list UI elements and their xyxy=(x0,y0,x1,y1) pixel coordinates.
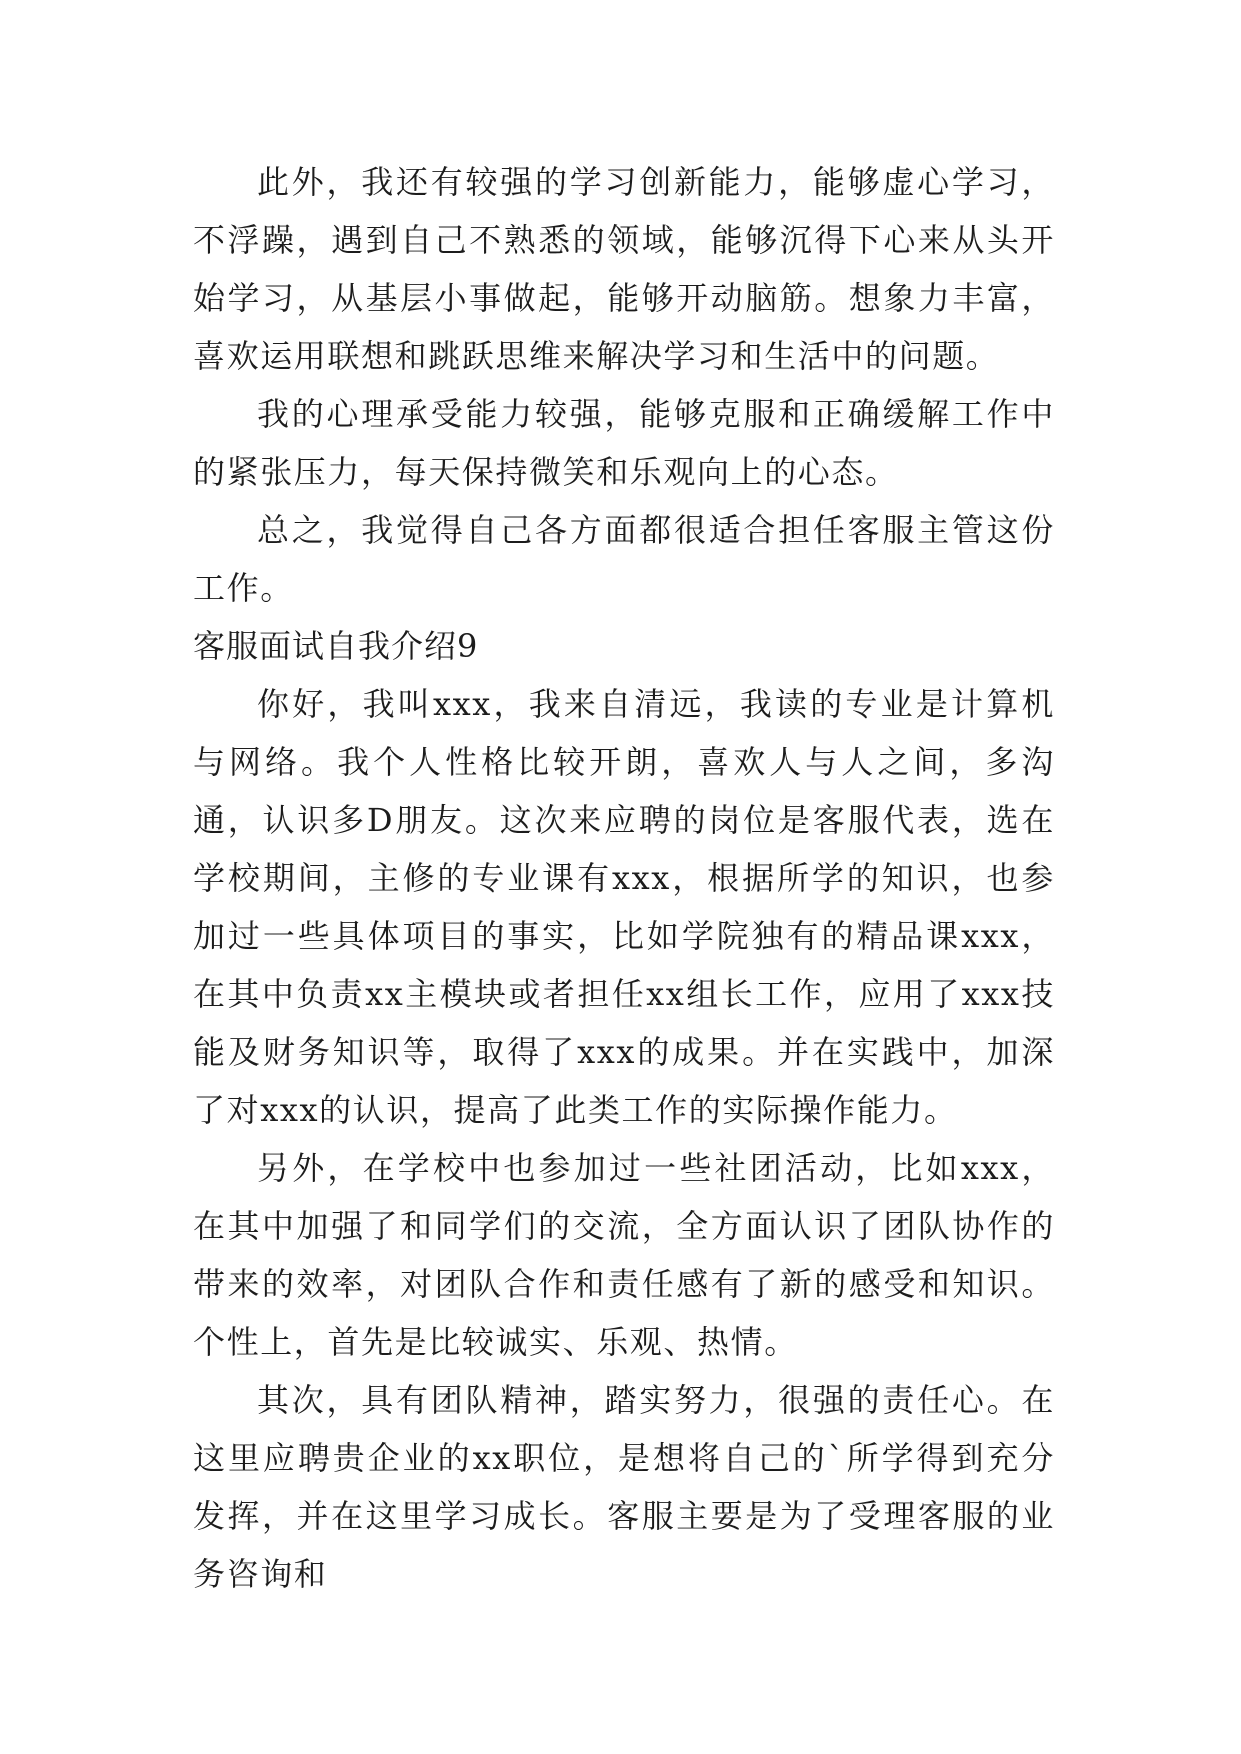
paragraph-learning-ability: 此外，我还有较强的学习创新能力，能够虚心学习，不浮躁，遇到自己不熟悉的领域，能够沉得下心来从头开始学习，从基层小事做起，能够开动脑筋。想象力丰富，喜欢运用联想和跳跃思维来解决学习和生活中的问题。 xyxy=(193,163,1055,375)
paragraph-club-activities: 另外，在学校中也参加过一些社团活动，比如xxx，在其中加强了和同学们的交流，全方面认识了团队协作的带来的效率，对团队合作和责任感有了新的感受和知识。个性上，首先是比较诚实、乐观、热情。 xyxy=(193,1149,1055,1361)
paragraph-conclusion: 总之，我觉得自己各方面都很适合担任客服主管这份工作。 xyxy=(193,511,1055,607)
paragraph-stress-tolerance: 我的心理承受能力较强，能够克服和正确缓解工作中的紧张压力，每天保持微笑和乐观向上的心态。 xyxy=(193,395,1055,491)
paragraph-team-spirit: 其次，具有团队精神，踏实努力，很强的责任心。在这里应聘贵企业的xx职位，是想将自己的`所学得到充分发挥，并在这里学习成长。客服主要是为了受理客服的业务咨询和 xyxy=(193,1381,1055,1593)
section-heading: 客服面试自我介绍9 xyxy=(193,627,479,665)
document-body xyxy=(193,153,1055,1603)
paragraph-introduction: 你好，我叫xxx，我来自清远，我读的专业是计算机与网络。我个人性格比较开朗，喜欢人与人之间，多沟通，认识多D朋友。这次来应聘的岗位是客服代表，选在学校期间，主修的专业课有xxx，根据所学的知识，也参加过一些具体项目的事实，比如学院独有的精品课xxx，在其中负责xx主模块或者担任xx组长工作，应用了xxx技能及财务知识等，取得了xxx的成果。并在实践中，加深了对xxx的认识，提高了此类工作的实际操作能力。 xyxy=(193,685,1055,1129)
